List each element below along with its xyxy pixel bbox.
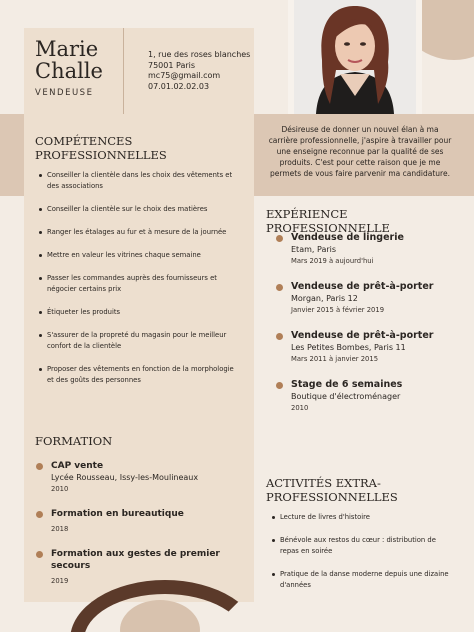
formation-entry (36, 548, 246, 586)
entry-title: Formation en bureautique (51, 509, 184, 519)
list-item: S'assurer de la propreté du magasin pour le meilleur confort de la clientèle (37, 330, 237, 352)
list-item: Étiqueter les produits (37, 307, 237, 318)
entry-title: Formation aux gestes de premier secours (51, 549, 220, 571)
contact-email: mc75@gmail.com (148, 71, 221, 80)
experience-entry (276, 281, 456, 315)
formation-entry (36, 460, 246, 494)
list-item: Ranger les étalages au fur et à mesure de la journée (37, 227, 237, 238)
entry-date: Mars 2019 à aujourd'hui (291, 257, 374, 265)
entry-date: 2010 (291, 404, 309, 412)
entry-subtitle: Boutique d'électroménager (291, 392, 401, 401)
entry-subtitle: Etam, Paris (291, 245, 337, 254)
contact-city: 75001 Paris (148, 60, 196, 70)
entry-title: Vendeuse de prêt-à-porter (291, 330, 434, 341)
entry-date: 2019 (51, 577, 69, 585)
list-item: Proposer des vêtements en fonction de la morphologie et des goûts des personnes (37, 364, 237, 386)
contact-address: 1, rue des roses blanches (148, 50, 251, 59)
first-name: Marie (35, 37, 99, 61)
entry-date: 2018 (51, 525, 69, 533)
bullet-dot (36, 551, 43, 558)
list-item: Passer les commandes auprès des fournisseurs et négocier certains prix (37, 273, 237, 295)
competences-list (37, 170, 237, 398)
bullet-dot (276, 333, 283, 340)
list-item: Conseiller la clientèle dans les choix des vêtements et des associations (37, 170, 237, 192)
competences-heading: COMPÉTENCES PROFESSIONNELLES (35, 134, 167, 162)
job-title: VENDEUSE (35, 88, 94, 98)
activites-heading: ACTIVITÉS EXTRA-PROFESSIONNELLES (266, 476, 398, 504)
contact-phone: 07.01.02.02.03 (148, 81, 210, 91)
entry-subtitle: Morgan, Paris 12 (291, 294, 358, 303)
list-item: Conseiller la clientèle sur le choix des matières (37, 204, 237, 215)
entry-subtitle: Les Petites Bombes, Paris 11 (291, 343, 406, 352)
intro-paragraph: Désireuse de donner un nouvel élan à ma carrière professionnelle, j'aspire à travailler pour une enseigne reconnue par la qualité de ses produits. C'est pour cette raison que je me permets de vous faire parvenir ma candidature. (268, 125, 452, 178)
formation-list (36, 460, 246, 586)
entry-title: Stage de 6 semaines (291, 379, 403, 390)
formation-entry (36, 508, 246, 534)
profile-photo (294, 0, 416, 114)
entry-date: 2010 (51, 485, 69, 493)
experience-list (276, 232, 456, 428)
last-name: Challe (35, 59, 103, 83)
experience-heading: EXPÉRIENCE PROFESSIONNELLE (266, 207, 390, 235)
list-item: Bénévole aux restos du cœur : distribution de repas en soirée (270, 535, 450, 557)
bullet-dot (276, 382, 283, 389)
entry-title: Vendeuse de prêt-à-porter (291, 281, 434, 292)
list-item: Lecture de livres d'histoire (270, 512, 450, 523)
experience-entry (276, 330, 456, 364)
entry-date: Mars 2011 à janvier 2015 (291, 355, 379, 363)
bullet-dot (36, 511, 43, 518)
experience-entry (276, 232, 456, 266)
candidate-name (35, 38, 103, 82)
bullet-dot (276, 284, 283, 291)
bullet-dot (276, 235, 283, 242)
experience-entry (276, 379, 456, 413)
entry-title: Vendeuse de lingerie (291, 232, 404, 243)
entry-title: CAP vente (51, 461, 104, 471)
activites-list (270, 512, 450, 603)
entry-date: Janvier 2015 à février 2019 (291, 306, 385, 314)
bullet-dot (36, 463, 43, 470)
contact-block (148, 50, 250, 92)
entry-subtitle: Lycée Rousseau, Issy-les-Moulineaux (51, 473, 199, 482)
list-item: Mettre en valeur les vitrines chaque semaine (37, 250, 237, 261)
list-item: Pratique de la danse moderne depuis une dizaine d'années (270, 569, 450, 591)
formation-heading: FORMATION (35, 434, 113, 448)
